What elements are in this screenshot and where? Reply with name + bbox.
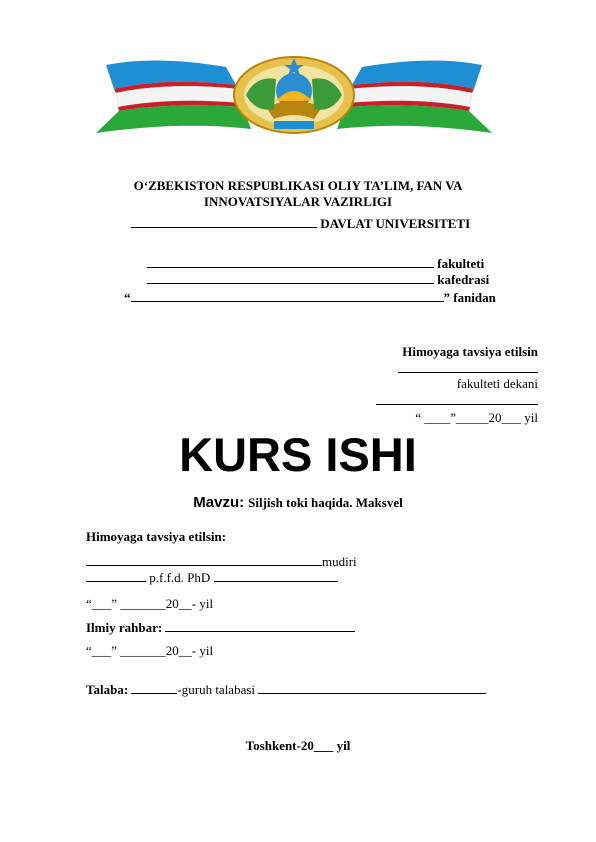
approval-left-title: Himoyaga tavsiya etilsin: [86, 529, 227, 544]
approval-right-date: “ ____”_____20___ yil [415, 410, 538, 425]
supervisor-label: Ilmiy rahbar: [86, 620, 163, 635]
university-blank[interactable] [131, 227, 317, 228]
subject-line [124, 290, 496, 306]
topic-value: Siljish toki haqida. Maksvel [248, 495, 403, 510]
ministry-line-1: O‘ZBEKISTON RESPUBLIKASI OLIY TA’LIM, FAN VA [133, 178, 463, 193]
department-line [147, 272, 489, 288]
head-suffix: mudiri [322, 554, 357, 569]
faculty-line [147, 256, 484, 272]
student-name-blank[interactable] [258, 693, 486, 694]
student-group-text: -guruh talabasi [177, 682, 256, 697]
degree-line [86, 570, 338, 586]
faculty-blank[interactable] [147, 267, 434, 268]
right-flag-icon [337, 60, 492, 133]
university-line [131, 216, 470, 232]
degree-prefix-blank[interactable] [86, 581, 146, 582]
subject-open-quote: “ [124, 290, 131, 305]
department-blank[interactable] [147, 283, 434, 284]
approval-left-date1: “___” _______20__- yil [86, 596, 214, 611]
approval-right-name-line[interactable] [376, 404, 538, 405]
approval-left-date2: “___” _______20__- yil [86, 643, 214, 658]
university-suffix: DAVLAT UNIVERSITETI [320, 216, 471, 231]
left-flag-icon [96, 60, 251, 133]
approval-right-role: fakulteti dekani [456, 376, 538, 391]
approval-right-signature-line[interactable] [398, 372, 538, 373]
coat-of-arms-icon [234, 57, 354, 133]
document-title: KURS ISHI [179, 428, 417, 481]
subject-blank[interactable] [131, 301, 444, 302]
state-emblem-with-flags [86, 55, 502, 135]
supervisor-line [86, 620, 355, 636]
subject-suffix: ” fanidan [443, 290, 496, 305]
footer-city-year: Toshkent-20___ yil [245, 738, 351, 753]
supervisor-blank[interactable] [165, 631, 355, 632]
group-blank[interactable] [131, 693, 177, 694]
degree-text: p.f.f.d. PhD [149, 570, 211, 585]
topic-line [0, 494, 596, 512]
head-blank[interactable] [86, 565, 322, 566]
topic-label: Mavzu: [193, 494, 245, 511]
student-label: Talaba: [86, 682, 129, 697]
degree-name-blank[interactable] [214, 581, 338, 582]
student-line [86, 682, 486, 698]
approval-right-title: Himoyaga tavsiya etilsin [402, 344, 538, 359]
faculty-suffix: fakulteti [437, 256, 485, 271]
department-suffix: kafedrasi [437, 272, 490, 287]
ministry-line-2: INNOVATSIYALAR VAZIRLIGI [203, 194, 393, 209]
head-of-department-line [86, 554, 357, 570]
